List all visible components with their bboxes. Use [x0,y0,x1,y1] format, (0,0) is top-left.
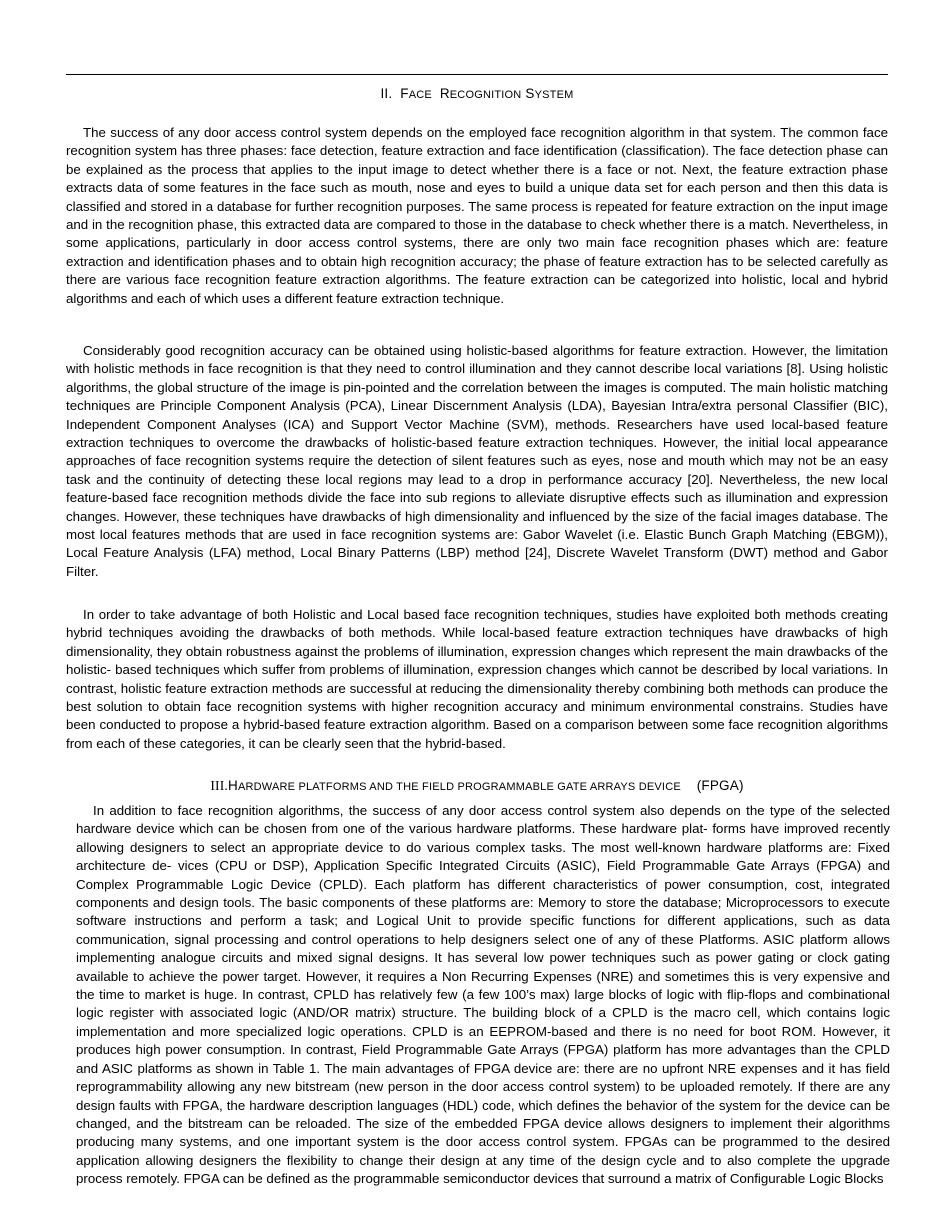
heading-initial: R [439,86,450,101]
section-heading-hardware-platforms [66,778,888,794]
section-numeral: III. [210,778,229,793]
paragraph-text: In addition to face recognition algorithms, the success of any door access control system also depends on the type of the selected hardware device which can be chosen from one of the various hardware platforms. These hardware plat- forms have improved recently allowing designers to select an appropriate device to do various complex tasks. The most well-known hardware platforms are: Fixed architecture de- vices (CPU or DSP), Application Specific Integrated Circuits (ASIC), Field Programmable Gate Arrays (FPGA) and Complex Programmable Logic Device (CPLD). Each platform has different characteristics of power consumption, cost, integrated components and design tools. The basic components of these platforms are: Memory to store the database; Microprocessors to execute software instructions and perform a task; and Logical Unit to provide specific functions for different applications, such as data communication, signal processing and control operations to help designers select one of any of these Platforms. ASIC platform allows implementing analogue circuits and mixed signal designs. It has several low power techniques such as power gating or clock gating available to achieve the power target. However, it requires a Non Recurring Expenses (NRE) and sometimes this is very expensive and the time to market is huge. In contrast, CPLD has relatively few (a few 100’s max) large blocks of logic with flip-flops and combinational logic register with associated logic (AND/OR matrix) structure. The building block of a CPLD is the macro cell, which contains logic implementation and more specialized logic operations. CPLD is an EEPROM-based and there is no need for boot ROM. However, it produces high power consumption. In contrast, Field Programmable Gate Arrays (FPGA) platform has more advantages than the CPLD and ASIC platforms as shown in Table 1. The main advantages of FPGA device are: there are no upfront NRE expenses and it has field reprogrammability allowing any new bitstream (new person in the door access control system) to be uploaded remotely. If there are any design faults with FPGA, the hardware description languages (HDL) code, which defines the behavior of the system for the device can be changed, and the bitstream can be reloaded. The size of the embedded FPGA device allows designers to implement their algorithms producing many systems, and one important system is the door access control system. FPGAs can be programmed to the desired application allowing designers the flexibility to change their design at any time of the design cycle and to also complete the upgrade process remotely. FPGA can be defined as the programmable semiconductor devices that surround a matrix of Configurable Logic Blocks [76,803,890,1187]
paragraph-hybrid-techniques [66,606,888,753]
paragraph-face-recognition-overview [66,124,888,308]
heading-initial: S [525,86,535,101]
paragraph-text: The success of any door access control system depends on the employed face recognition algorithm in that system. The common face recognition system has three phases: face detection, feature extraction and face identification (classification). The face detection phase can be explained as the process that applies to the input image to detect whether there is a face or not. Next, the feature extraction phase extracts data of some features in the face such as mouth, nose and eyes to build a unique data set for each person and then this data is classified and stored in a database for further recognition purposes. The same process is repeated for feature extraction on the input image and in the recognition phase, this extracted data are compared to those in the database to check whether there is a match. Nevertheless, in some applications, particularly in door access control systems, there are only two main face recognition phases which are: feature extraction and identification phases and to obtain high recognition accuracy; the phase of feature extraction has to be selected carefully as there are various face recognition feature extraction algorithms. The feature extraction can be categorized into holistic, local and hybrid algorithms and each of which uses a different feature extraction technique. [66,125,888,306]
paragraph-holistic-local-methods [66,342,888,581]
heading-smallcaps: ARDWARE PLATFORMS AND THE FIELD PROGRAMMABLE GATE ARRAYS DEVICE [237,781,681,793]
paragraph-hardware-platforms [76,802,890,1189]
heading-initial: F [400,86,409,101]
section-heading-face-recognition-system [66,86,888,101]
heading-initial: H [228,778,238,793]
paragraph-text: Considerably good recognition accuracy can be obtained using holistic-based algorithms for feature extraction. However, the limitation with holistic methods in face recognition is that they need to control illumination and they cannot describe local variations [8]. Using holistic algorithms, the global structure of the image is pin-pointed and the correlation between the images is computed. The main holistic matching techniques are Principle Component Analysis (PCA), Linear Discernment Analysis (LDA), Bayesian Intra/extra personal Classifier (BIC), Independent Component Analyses (ICA) and Support Vector Machine (SVM), methods. Researchers have used local-based feature extraction techniques to overcome the drawbacks of holistic-based feature extraction techniques. However, the initial local appearance approaches of face recognition systems require the detection of silent features such as eyes, nose and mouth which may not be an easy task and the continuity of detecting these local regions may lead to a drop in performance accuracy [20]. Nevertheless, the new local feature-based face recognition methods divide the face into sub regions to alleviate disruptive effects such as illumination and expression changes. However, these techniques have drawbacks of high dimensionality and influenced by the size of the facial images database. The most local features methods that are used in face recognition systems are: Gabor Wavelet (i.e. Elastic Bunch Graph Matching (EBGM)), Local Feature Analysis (LFA) method, Local Binary Patterns (LBP) method [24], Discrete Wavelet Transform (DWT) method and Gabor Filter. [66,343,888,579]
top-rule [66,74,888,75]
paragraph-text: In order to take advantage of both Holistic and Local based face recognition techniques, studies have exploited both methods creating hybrid techniques avoiding the drawbacks of both methods. While local-based feature extraction techniques have drawbacks of high dimensionality, they obtain robustness against the problems of illumination, expression changes which represent the main drawbacks of the holistic- based techniques which suffer from problems of illumination, expression changes which cannot be described by local variations. In contrast, holistic feature extraction methods are successful at reducing the dimensionality thereby combining both methods can produce the best solution to obtain face recognition systems with higher recognition accuracy and minimum environmental constrains. Studies have been conducted to propose a hybrid-based feature extraction algorithm. Based on a comparison between some face recognition algorithms from each of these categories, it can be clearly seen that the hybrid-based. [66,607,888,751]
section-numeral: II. [380,86,393,101]
heading-acronym: (FPGA) [696,778,744,793]
heading-smallcaps: ECOGNITION [449,89,522,101]
heading-smallcaps: ACE [408,89,432,101]
heading-smallcaps: YSTEM [534,89,574,101]
